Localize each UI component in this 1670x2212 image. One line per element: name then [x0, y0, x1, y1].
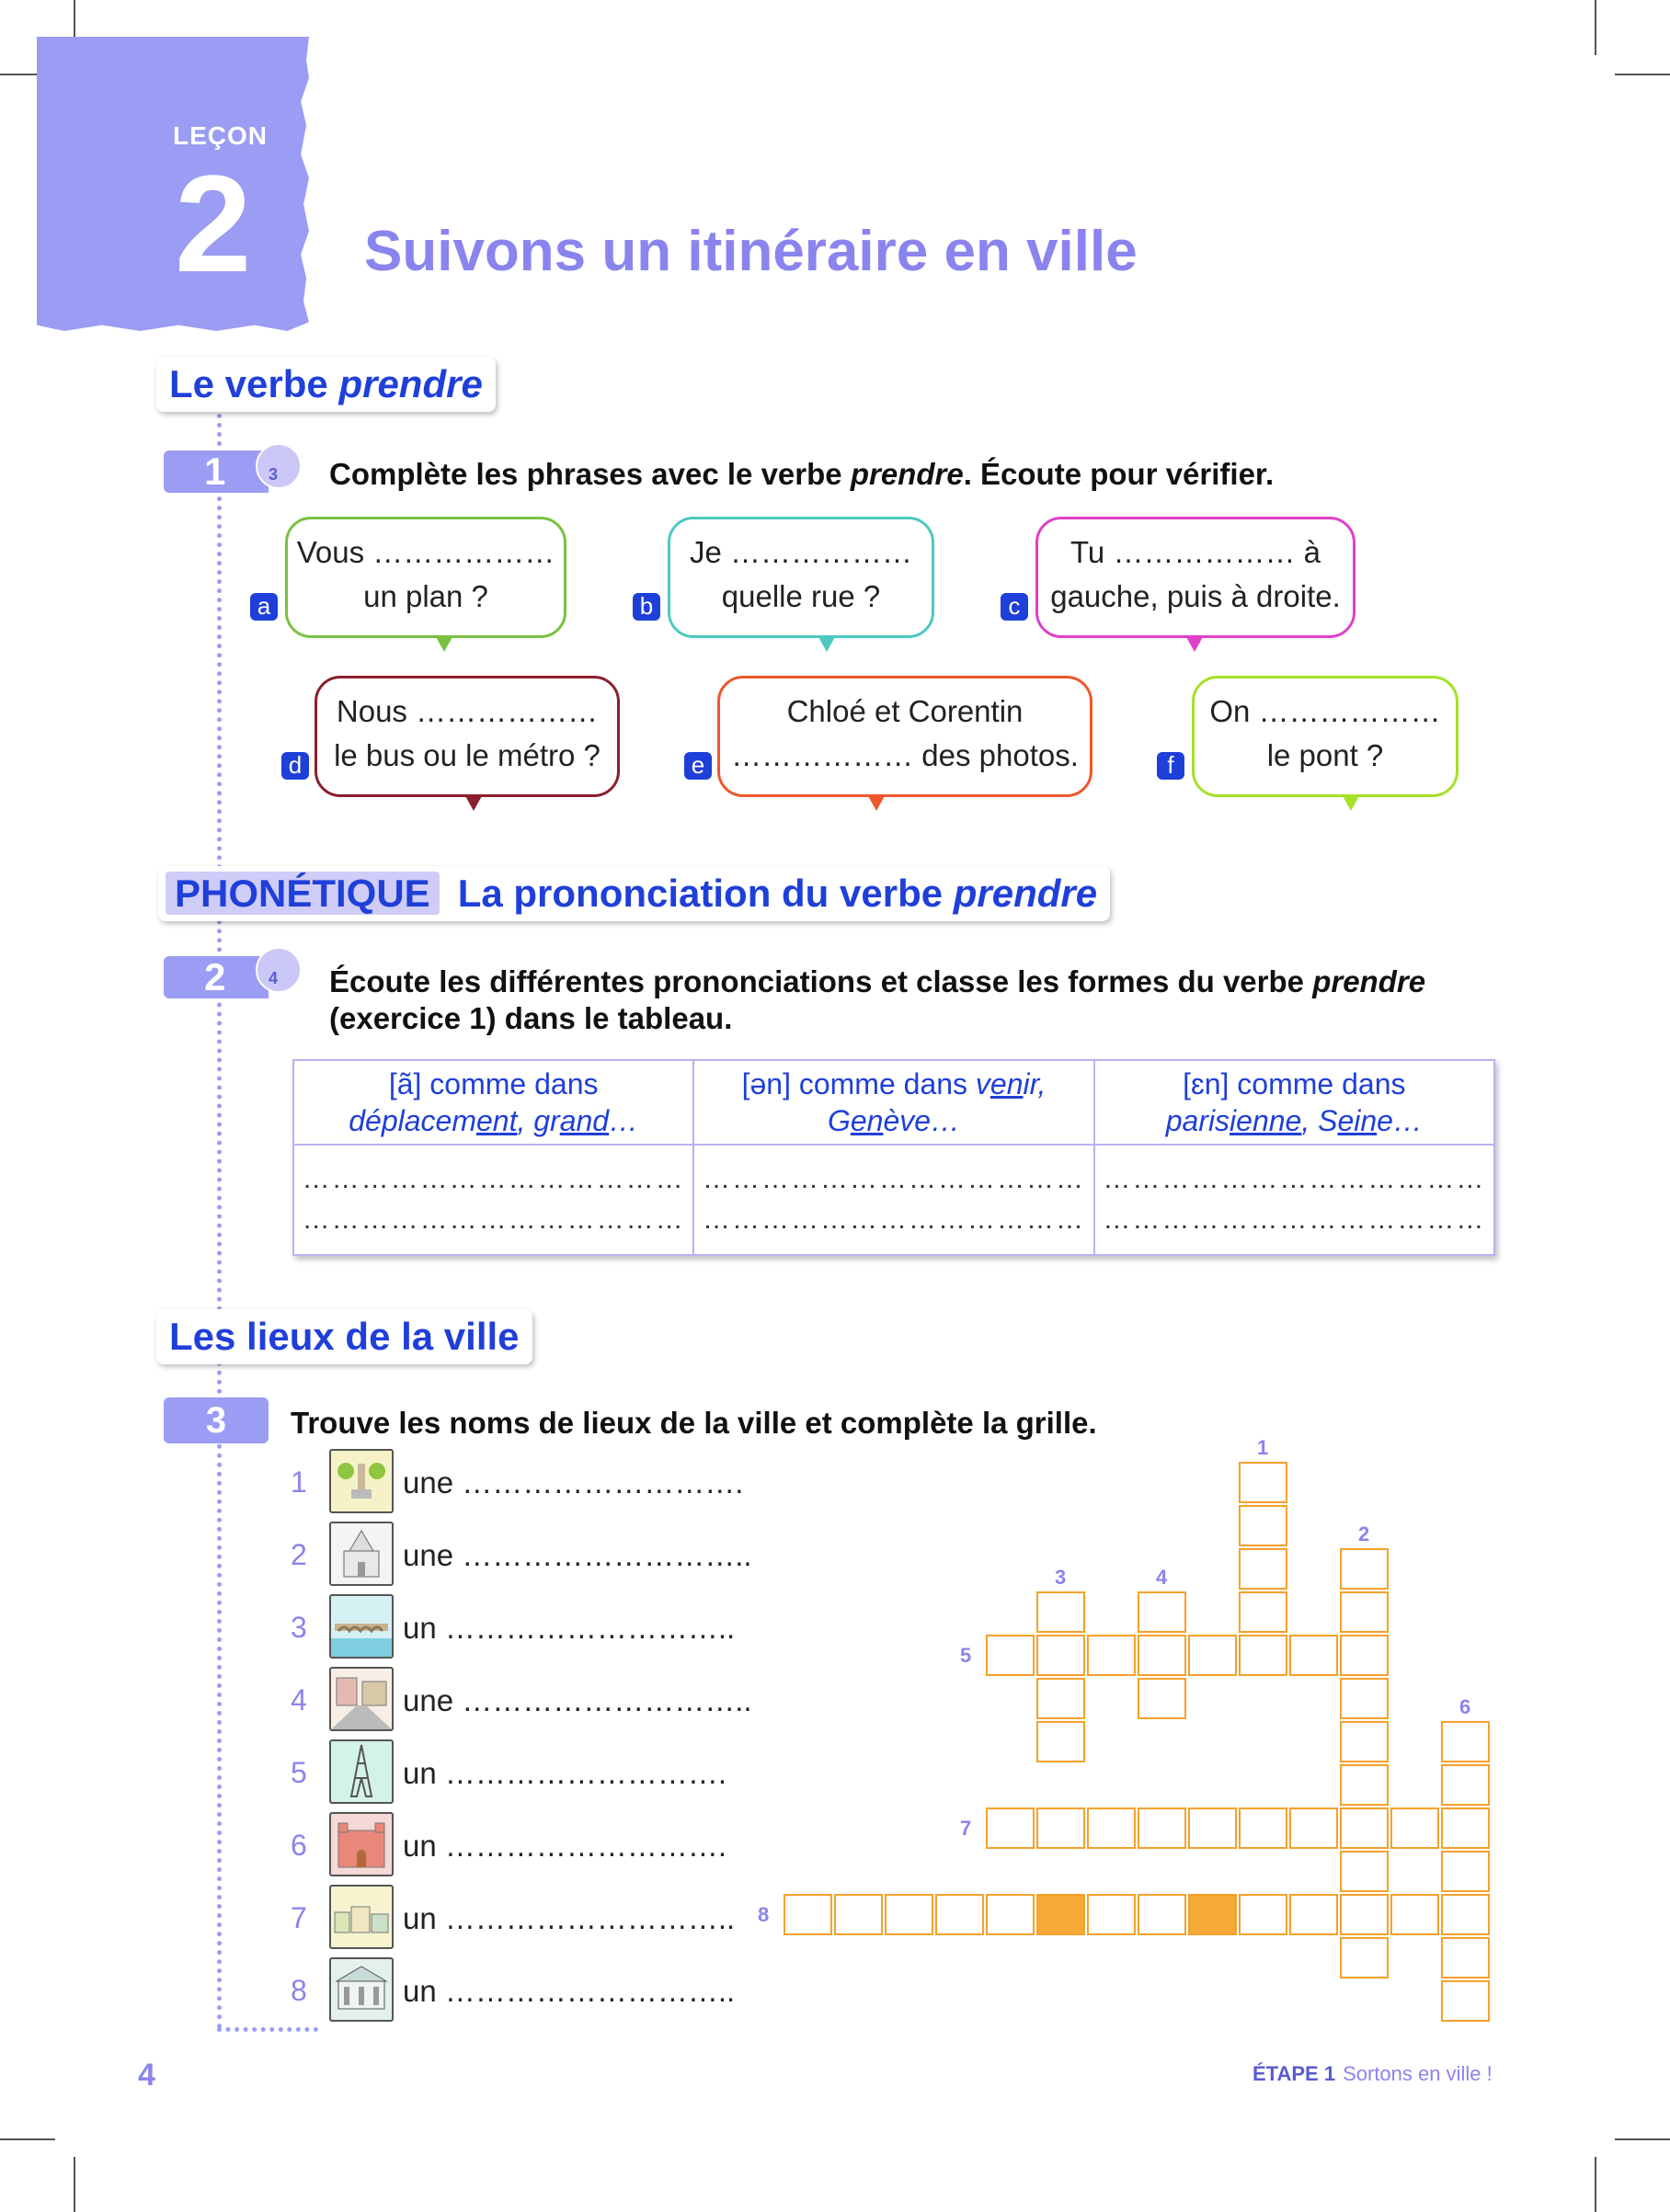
crossword-cell[interactable]: [1138, 1635, 1186, 1676]
square-with-trees-icon: [329, 1449, 394, 1513]
crossword-cell[interactable]: [1340, 1851, 1389, 1892]
crossword-cell[interactable]: [1340, 1591, 1389, 1633]
crossword-cell[interactable]: [1036, 1721, 1085, 1762]
crossword-cell[interactable]: [1239, 1548, 1287, 1590]
crossword-cell[interactable]: [1138, 1894, 1186, 1935]
crossword-cell[interactable]: [1036, 1678, 1085, 1719]
crossword-cell[interactable]: [1390, 1894, 1439, 1935]
bubble-tag-d: d: [281, 752, 309, 780]
crossword-cell[interactable]: [1289, 1894, 1338, 1935]
crossword-cell[interactable]: [1441, 1937, 1490, 1978]
crossword-cell[interactable]: [986, 1635, 1035, 1676]
crossword-cell[interactable]: [1289, 1807, 1338, 1849]
speech-bubble-c: [1035, 517, 1355, 638]
eiffel-tower-icon: [329, 1739, 394, 1804]
crossword-clue-number: 3: [1055, 1566, 1067, 1589]
place-answer[interactable]: une ………………………..: [403, 1538, 752, 1572]
bubble-tag-c: c: [1001, 593, 1028, 621]
crossword-cell[interactable]: [1138, 1678, 1186, 1719]
place-answer[interactable]: un ………………………..: [403, 1974, 736, 2008]
answer-cell[interactable]: ………………………………… …………………………………: [1094, 1145, 1494, 1255]
crossword-cell[interactable]: [1239, 1635, 1287, 1676]
crossword-cell[interactable]: [1441, 1894, 1490, 1935]
crossword-cell[interactable]: [1441, 1980, 1490, 2022]
crossword-cell[interactable]: [1188, 1635, 1237, 1676]
crossword-cell[interactable]: [834, 1894, 883, 1935]
answer-cell[interactable]: ………………………………… …………………………………: [693, 1145, 1093, 1255]
audio-track-icon[interactable]: 4: [256, 947, 302, 993]
crossword-clue-number: 1: [1257, 1436, 1269, 1459]
crop-mark: [1615, 2138, 1670, 2140]
pronunciation-table: [292, 1059, 1495, 1256]
list-item: [291, 1739, 769, 1804]
bubble-tag-b: b: [633, 593, 660, 621]
crossword-clue-number: 2: [1358, 1522, 1370, 1545]
list-item: [291, 1812, 769, 1876]
place-answer[interactable]: un ……………………….: [403, 1829, 727, 1863]
exercise-2-number: 2: [164, 956, 269, 998]
speech-bubble-f: [1192, 676, 1458, 797]
crop-mark: [1595, 0, 1596, 55]
bubble-tag-f: f: [1157, 752, 1184, 780]
crossword-cell[interactable]: [1340, 1807, 1389, 1849]
bubble-line: Tu ……………… à: [1070, 535, 1321, 569]
table-header: [ã] comme dans déplacement, grand…: [293, 1060, 693, 1145]
bubble-tail: [435, 635, 453, 652]
crop-mark: [0, 2138, 55, 2140]
place-answer[interactable]: un ……………………….: [403, 1756, 727, 1790]
crossword-clue-number: 6: [1459, 1695, 1471, 1718]
lesson-banner: [37, 37, 309, 331]
bubble-tail: [464, 794, 483, 811]
place-answer[interactable]: une ………………………..: [403, 1683, 752, 1717]
crossword-cell[interactable]: [1087, 1894, 1136, 1935]
crossword-cell[interactable]: [1441, 1764, 1490, 1806]
list-item: [291, 1667, 769, 1731]
crossword-cell[interactable]: [1188, 1807, 1237, 1849]
crossword-cell-highlighted[interactable]: [1036, 1894, 1085, 1935]
crossword-cell[interactable]: [1340, 1678, 1389, 1719]
timeline-dotted-line: [217, 405, 222, 2030]
bridge-icon: [329, 1594, 394, 1659]
crossword-cell[interactable]: [1340, 1894, 1389, 1935]
crossword-cell[interactable]: [1340, 1635, 1389, 1676]
list-item: [291, 1594, 769, 1659]
footer-etape: ÉTAPE 1 Sortons en ville !: [1252, 2062, 1493, 2085]
place-answer[interactable]: un ………………………..: [403, 1901, 736, 1935]
crop-mark: [1615, 74, 1670, 75]
bubble-tail: [818, 635, 836, 652]
speech-bubble-b: [668, 517, 934, 638]
exercise-3-number: 3: [164, 1397, 269, 1443]
list-item: [291, 1885, 769, 1949]
church-icon: [329, 1522, 394, 1586]
lesson-label: LEÇON: [173, 121, 268, 150]
item-number: 5: [291, 1756, 307, 1789]
crossword-cell[interactable]: [1239, 1894, 1287, 1935]
place-answer[interactable]: un ………………………..: [403, 1611, 736, 1645]
castle-icon: [329, 1812, 394, 1876]
bubble-line: Chloé et Corentin: [786, 694, 1024, 728]
list-item: [291, 1522, 769, 1586]
crossword-clue-number: 7: [960, 1817, 972, 1840]
page-number: 4: [138, 2058, 155, 2092]
item-number: 6: [291, 1829, 307, 1862]
table-header: [ɛn] comme dans parisienne, Seine…: [1094, 1060, 1494, 1145]
bubble-line: Vous ………………: [296, 535, 555, 569]
crossword-cell[interactable]: [1289, 1635, 1338, 1676]
lesson-number: 2: [175, 146, 252, 301]
crossword-cell[interactable]: [784, 1894, 832, 1935]
bubble-line: Je ………………: [689, 535, 913, 569]
crossword-cell[interactable]: [1087, 1635, 1136, 1676]
item-number: 4: [291, 1683, 307, 1716]
crossword-clue-number: 4: [1156, 1566, 1168, 1589]
crop-mark: [74, 2157, 75, 2212]
crop-mark: [1595, 2157, 1596, 2212]
section-heading-phonetics: PHONÉTIQUE La prononciation du verbe prendre: [158, 866, 1110, 921]
crossword-cell[interactable]: [1138, 1807, 1186, 1849]
crossword-cell[interactable]: [935, 1894, 984, 1935]
bubble-line: gauche, puis à droite.: [1050, 579, 1341, 613]
bubble-tail: [1342, 794, 1360, 811]
crossword-cell[interactable]: [1239, 1807, 1287, 1849]
bubble-tail: [1185, 635, 1204, 652]
crossword-clue-number: 8: [758, 1903, 770, 1926]
exercise-1-instruction: Complète les phrases avec le verbe prendre. Écoute pour vérifier.: [329, 457, 1275, 491]
crossword-cell[interactable]: [1340, 1721, 1389, 1762]
bubble-line: le pont ?: [1266, 738, 1384, 772]
crossword-cell[interactable]: [885, 1894, 933, 1935]
audio-track-icon[interactable]: 3: [256, 443, 302, 489]
page-title: Suivons un itinéraire en ville: [364, 220, 1138, 283]
neighborhood-icon: [329, 1885, 394, 1949]
exercise-3-instruction: Trouve les noms de lieux de la ville et complète la grille.: [291, 1406, 1097, 1440]
item-number: 7: [291, 1901, 307, 1934]
crossword-clue-number: 5: [960, 1644, 972, 1667]
crossword-cell[interactable]: [1036, 1807, 1085, 1849]
museum-icon: [329, 1957, 394, 2022]
item-number: 1: [291, 1465, 307, 1499]
crossword-cell[interactable]: [1036, 1591, 1085, 1633]
crossword-cell[interactable]: [1340, 1764, 1389, 1806]
places-list: [291, 1449, 769, 2028]
bubble-tail: [867, 794, 886, 811]
street-icon: [329, 1667, 394, 1731]
crossword-cell[interactable]: [1390, 1807, 1439, 1849]
crossword-cell[interactable]: [986, 1807, 1035, 1849]
bubble-line: On ………………: [1209, 694, 1441, 728]
crossword-cell[interactable]: [1087, 1807, 1136, 1849]
bubble-line: ……………… des photos.: [731, 738, 1079, 772]
crossword-cell[interactable]: [1340, 1937, 1389, 1978]
crossword-cell[interactable]: [1138, 1591, 1186, 1633]
speech-bubble-e: [717, 676, 1092, 797]
crossword-cell[interactable]: [1340, 1548, 1389, 1590]
speech-bubble-a: [285, 517, 566, 638]
table-header: [ən] comme dans venir, Genève…: [693, 1060, 1093, 1145]
section-heading-prendre: Le verbe prendre: [156, 357, 496, 412]
crossword-cell[interactable]: [1441, 1721, 1490, 1762]
bubble-tag-a: a: [250, 593, 278, 621]
crossword-cell[interactable]: [986, 1894, 1035, 1935]
exercise-2-instruction: Écoute les différentes prononciations et classe les formes du verbe prendre (exercice 1) dans le tableau.: [329, 964, 1426, 1035]
bubble-line: un plan ?: [363, 579, 488, 613]
crossword-cell[interactable]: [1036, 1635, 1085, 1676]
item-number: 2: [291, 1538, 307, 1571]
speech-bubble-d: [315, 676, 620, 797]
place-answer[interactable]: une ……………………….: [403, 1465, 744, 1499]
crossword-cell[interactable]: [1239, 1462, 1287, 1503]
list-item: [291, 1957, 769, 2022]
crossword-cell-highlighted[interactable]: [1188, 1894, 1237, 1935]
crossword-cell[interactable]: [1441, 1851, 1490, 1892]
list-item: [291, 1449, 769, 1513]
crossword-cell[interactable]: [1441, 1807, 1490, 1849]
item-number: 3: [291, 1611, 307, 1644]
bubble-line: quelle rue ?: [721, 579, 881, 613]
exercise-1-number: 1: [164, 450, 269, 493]
bubble-line: le bus ou le métro ?: [334, 738, 601, 772]
bubble-tag-e: e: [684, 752, 712, 780]
answer-cell[interactable]: ………………………………… …………………………………: [293, 1145, 693, 1255]
item-number: 8: [291, 1974, 307, 2007]
bubble-line: Nous ………………: [336, 694, 599, 728]
section-heading-places: Les lieux de la ville: [156, 1309, 532, 1364]
crossword-cell[interactable]: [1239, 1505, 1287, 1546]
crossword-cell[interactable]: [1239, 1591, 1287, 1633]
crossword-grid: [758, 1434, 1543, 2041]
